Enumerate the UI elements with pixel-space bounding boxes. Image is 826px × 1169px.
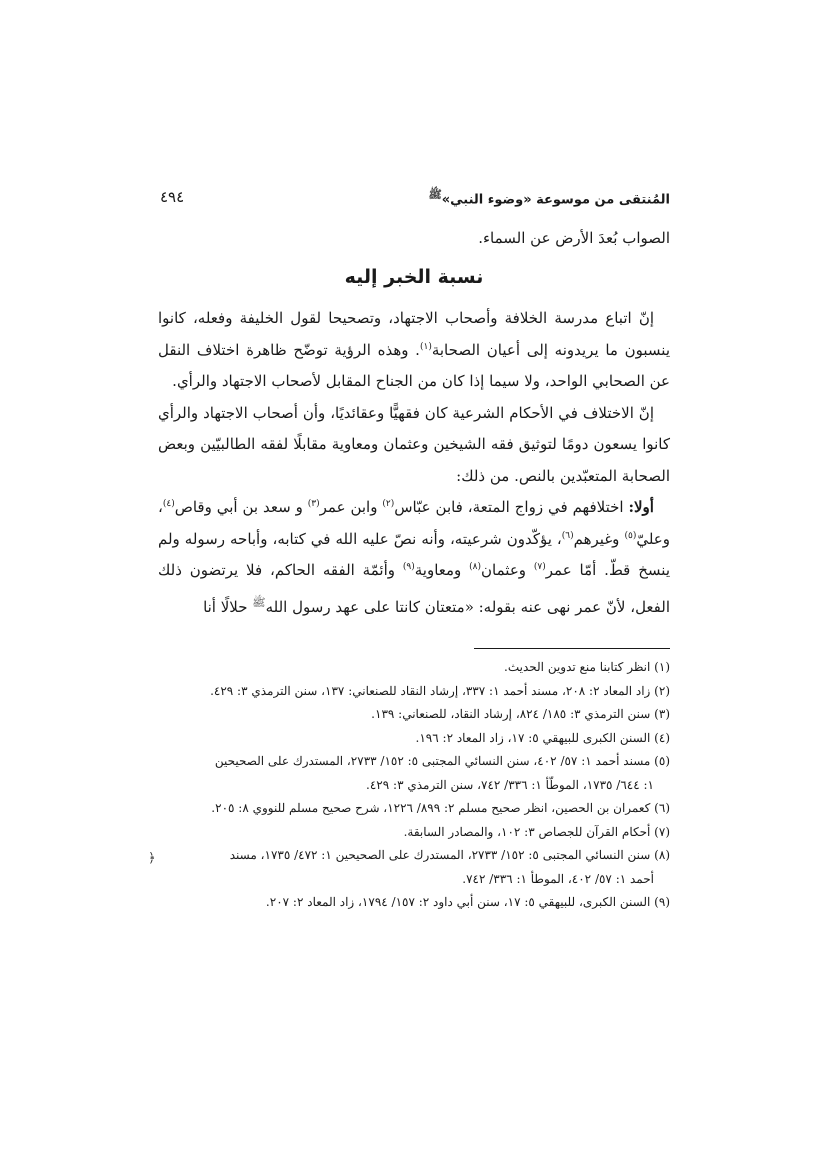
footnote-ref-6[interactable]: (٦) <box>561 530 574 541</box>
main-text <box>158 303 670 623</box>
paragraph-text: ، وعليّ <box>158 498 670 548</box>
footnote-ref-1[interactable]: (١) <box>419 341 432 352</box>
paragraph-text: وابن عمر <box>319 498 383 516</box>
footnote-6: (٦) كعمران بن الحصين، انظر صحيح مسلم ٢: ٨٩٩/ ١٢٢٦، شرح صحيح مسلم للنووي ٨: ٢٠٥. <box>211 801 670 815</box>
footnotes-list <box>158 656 672 915</box>
footnote-ref-8[interactable]: (٨) <box>469 562 482 572</box>
footnote-7: (٧) أحكام القرآن للجصاص ٣: ١٠٢، والمصادر السابقة. <box>403 824 670 839</box>
paragraph-text: ومعاوية <box>414 561 470 579</box>
footnote-ref-5[interactable]: (٥) <box>624 530 637 541</box>
paragraph-1 <box>158 303 670 398</box>
salawat-icon: ﷺ <box>428 188 442 201</box>
ornament-icon: ﴿ <box>148 851 156 866</box>
running-header <box>160 188 670 212</box>
paragraph-text: ، يؤكّدون شرعيته، وأنه نصّ عليه الله في كتابه، وأباحه رسوله ولم ينسخ قطّ. أمّا عمر <box>158 529 670 579</box>
footnote-ref-4[interactable]: (٤) <box>162 499 175 509</box>
intro-line <box>158 223 670 255</box>
footnote-3: (٣) سنن الترمذي ٣: ١٨٥/ ٨٢٤، إرشاد النقاد، للصنعاني: ١٣٩. <box>371 707 670 721</box>
paragraph-text: وأئمّة الفقه الحاكم، فلا يرتضون ذلك الفعل، لأنّ عمر نهى عنه بقوله: «متعتان كانتا على عهد رسول الله <box>158 561 670 616</box>
footnote-4: (٤) السنن الكبرى للبيهقي ٥: ١٧، زاد المعاد ٢: ١٩٦. <box>415 730 670 745</box>
footnote-1: (١) انظر كتابنا منع تدوين الحديث. <box>504 660 670 674</box>
footnote-ref-7[interactable]: (٧) <box>533 562 546 572</box>
footnote-5: (٥) مسند أحمد ١: ٥٧/ ٤٠٢، سنن النسائي المجتبى ٥: ١٥٢/ ٢٧٣٣، المستدرك على الصحيحين <box>214 754 670 768</box>
paragraph-text: اختلافهم في زواج المتعة، فابن عبّاس <box>394 498 629 516</box>
paragraph-text: حلالًا أنا <box>203 597 253 616</box>
footnote-divider <box>474 648 670 649</box>
salawat-icon: ﷺ <box>252 595 266 609</box>
footnote-8: (٨) سنن النسائي المجتبى ٥: ١٥٢/ ٢٧٣٣، المستدرك على الصحيحين ١: ٤٧٢/ ١٧٣٥، مسند <box>229 848 670 862</box>
footnote-ref-3[interactable]: (٣) <box>307 499 320 509</box>
footnote-9: (٩) السنن الكبرى، للبيهقي ٥: ١٧، سنن أبي داود ٢: ١٥٧/ ١٧٩٤، زاد المعاد ٢: ٢٠٧. <box>265 895 670 909</box>
footnote-ref-9[interactable]: (٩) <box>402 562 415 572</box>
paragraph-text: . وهذه الرؤية توضّح ظاهرة اختلاف النقل عن الصحابي الواحد، ولا سيما إذا كان من الجناح المقابل لأصحاب الاجتهاد والرأي. <box>158 340 670 390</box>
paragraph-2: إنّ الاختلاف في الأحكام الشرعية كان فقهيًّا وعقائديًا، وأن أصحاب الاجتهاد والرأي كانوا يسعون دومًا لتوثيق فقه الشيخين وعثمان ومعاوية مقابلًا لفقه الطالبيّين وبعض الصحابة المتعبّدين بالنص. من ذلك: <box>158 403 670 485</box>
paragraph-3 <box>158 492 670 623</box>
page-number: ٤٩٤ <box>160 188 185 206</box>
section-heading: نسبة الخبر إليه <box>344 266 484 288</box>
paragraph-text: إنّ اتباع مدرسة الخلافة وأصحاب الاجتهاد، وتصحيحا لقول الخليفة وفعله، كانوا ينسبون ما يريدونه إلى أعيان الصحابة <box>158 309 671 359</box>
footnote-ref-2[interactable]: (٢) <box>382 499 395 509</box>
footnote-8-continued: أحمد ١: ٥٧/ ٤٠٢، الموطأ ١: ٣٣٦/ ٧٤٢. <box>462 871 654 886</box>
intro-text: الصواب بُعدَ الأرض عن السماء. <box>478 229 670 247</box>
paragraph-lead: أولا: <box>628 498 654 516</box>
header-title-text: المُنتقى من موسوعة «وضوء النبي» <box>441 192 670 208</box>
paragraph-text: وغيرهم <box>573 529 625 548</box>
footnote-5-continued: ١: ٦٤٤/ ١٧٣٥، الموطّأ ١: ٣٣٦/ ٧٤٢، سنن الترمذي ٣: ٤٢٩. <box>366 777 654 792</box>
paragraph-text: وعثمان <box>481 561 534 579</box>
header-title <box>428 188 670 207</box>
footnote-2: (٢) زاد المعاد ٢: ٢٠٨، مسند أحمد ١: ٣٣٧، إرشاد النقاد للصنعاني: ١٣٧، سنن الترمذي ٣: ٤٢٩. <box>210 683 670 698</box>
paragraph-text: و سعد بن أبي وقاص <box>174 498 308 516</box>
